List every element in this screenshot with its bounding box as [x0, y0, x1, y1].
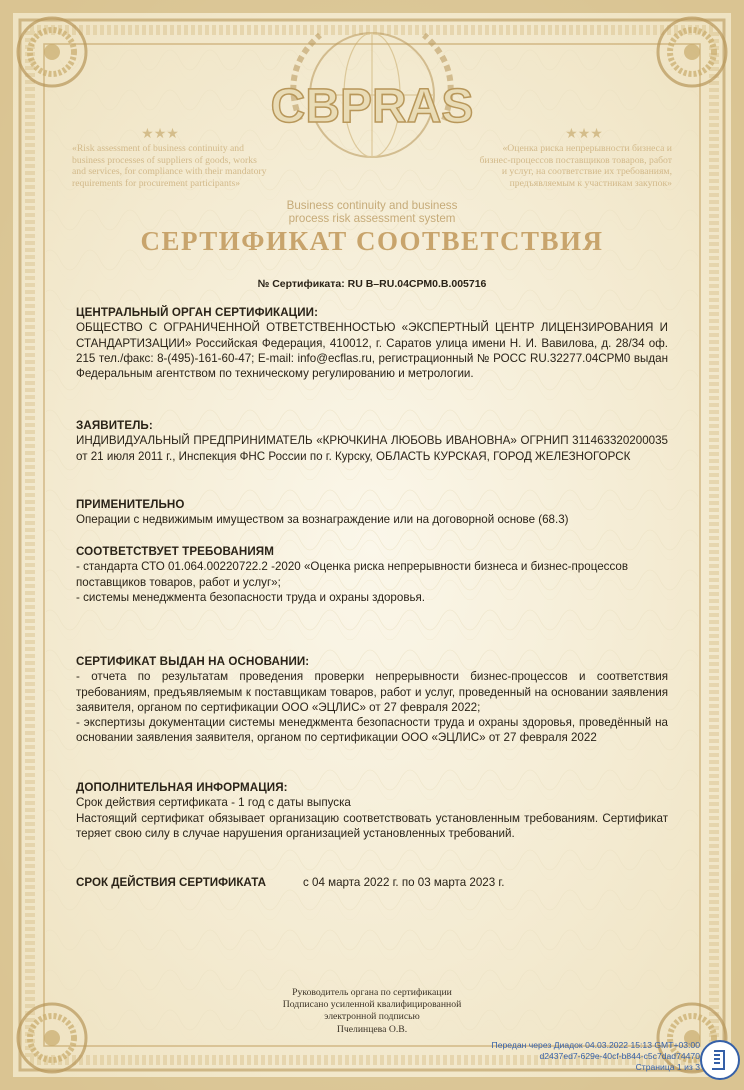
validity-value: с 04 марта 2022 г. по 03 марта 2023 г.: [303, 876, 505, 889]
section-basis: [76, 654, 668, 746]
diadoc-transfer-stamp: [492, 1040, 700, 1073]
basis-line-2: - экспертизы документации системы менеджмента безопасности труда и охраны здоровья, проведённый на основании заявления заявителя, органом по сертификации ООО «ЭЦЛИС» от 27 февраля 2022: [76, 716, 668, 745]
svg-text:★★★: ★★★: [141, 126, 179, 142]
signature-line-2: Подписано усиленной квалифицированной: [282, 999, 462, 1011]
signature-line-3: электронной подписью: [324, 1011, 420, 1023]
certificate-number: № Сертификата: RU B–RU.04СРМ0.В.005716: [257, 278, 487, 290]
logo-subtitle: [0, 199, 744, 225]
signature-block: [0, 987, 744, 1036]
logo-subtitle-line1: Business continuity and business: [286, 199, 458, 212]
applicable-heading: ПРИМЕНИТЕЛЬНО: [76, 498, 185, 511]
requirements-heading: СООТВЕТСТВУЕТ ТРЕБОВАНИЯМ: [76, 545, 274, 558]
applicable-text: Операции с недвижимым имуществом за вознаграждение или на договорной основе (68.3): [76, 513, 569, 527]
diadoc-stamp-line-3: Страница 1 из 3: [635, 1062, 700, 1072]
basis-line-1: - отчета по результатам проведения проверки непрерывности бизнес-процессов и соответствия требованиям, предъявляемым к поставщикам товаров, работ и услуг, проведенный на основании заявления заявителя, органом по сертификации ООО «ЭЦЛИС» от 27 февраля 2022;: [76, 670, 668, 714]
additional-heading: ДОПОЛНИТЕЛЬНАЯ ИНФОРМАЦИЯ:: [76, 781, 288, 794]
diadoc-logo-icon[interactable]: [700, 1040, 740, 1080]
cbpras-wordmark: CBPRAS: [270, 80, 474, 133]
signature-line-4: Пчелинцева О.В.: [336, 1023, 408, 1035]
section-validity: [76, 875, 668, 890]
diadoc-stamp-line-1: Передан через Диадок 04.03.2022 15:13 GMT+03:00: [491, 1040, 700, 1050]
applicant-heading: ЗАЯВИТЕЛЬ:: [76, 419, 153, 432]
basis-heading: СЕРТИФИКАТ ВЫДАН НА ОСНОВАНИИ:: [76, 655, 310, 668]
signature-line-1: Руководитель органа по сертификации: [292, 987, 452, 998]
validity-label: СРОК ДЕЙСТВИЯ СЕРТИФИКАТА: [76, 876, 266, 889]
svg-text:★★★: ★★★: [565, 126, 603, 142]
side-text-english: «Risk assessment of business continuity and business processes of suppliers of goods, works and services, for compliance with their mandatory requirements for procurement participants»: [72, 143, 267, 189]
side-text-russian: «Оценка риска непрерывности бизнеса и бизнес-процессов поставщиков товаров, работ и услуг, на соответствие их требованиям, предъявляемым к участникам закупок»: [479, 143, 672, 189]
certificate-title: СЕРТИФИКАТ СООТВЕТСТВИЯ: [140, 226, 604, 256]
central-body-heading: ЦЕНТРАЛЬНЫЙ ОРГАН СЕРТИФИКАЦИИ:: [76, 306, 319, 319]
additional-line-1: Срок действия сертификата - 1 год с даты выпуска: [76, 796, 351, 810]
central-body-text: ОБЩЕСТВО С ОГРАНИЧЕННОЙ ОТВЕТСТВЕННОСТЬЮ «ЭКСПЕРТНЫЙ ЦЕНТР ЛИЦЕНЗИРОВАНИЯ И СТАНДАРТИЗАЦИИ» Российская Федерация, 410012, г. Саратов улица имени Н. И. Вавилова, д. 28/34 оф. 215 тел./факс: 8-(495)-161-60-47; E-mail: info@ecflas.ru, регистрационный № РОСС RU.32277.04СРМ0 выдан Федеральным агентством по техническому регулированию и метрологии.: [76, 321, 668, 381]
applicant-text: ИНДИВИДУАЛЬНЫЙ ПРЕДПРИНИМАТЕЛЬ «КРЮЧКИНА ЛЮБОВЬ ИВАНОВНА» ОГРНИП 311463320200035 от 21 июля 2011 г., Инспекция ФНС России по г. Курску, ОБЛАСТЬ КУРСКАЯ, ГОРОД ЖЕЛЕЗНОГОРСК: [76, 434, 668, 463]
section-applicant: [76, 418, 668, 464]
requirements-line-1: - стандарта СТО 01.064.00220722.2 -2020 «Оценка риска непрерывности бизнеса и бизнес-процессов поставщиков товаров, работ и услуг»;: [76, 560, 628, 589]
section-central-body: [76, 305, 668, 381]
diadoc-stamp-line-2: d2437ed7-629e-40cf-b844-c5c7dad74470: [539, 1051, 700, 1061]
section-additional: [76, 780, 668, 841]
section-applicable: [76, 497, 668, 528]
additional-line-2: Настоящий сертификат обязывает организацию соответствовать установленным требованиям. Сертификат теряет свою силу в случае нарушения организацией установленных требований.: [76, 811, 668, 840]
requirements-line-2: - системы менеджмента безопасности труда и охраны здоровья.: [76, 590, 426, 604]
section-requirements: [76, 544, 668, 605]
logo-subtitle-line2: process risk assessment system: [288, 212, 456, 226]
